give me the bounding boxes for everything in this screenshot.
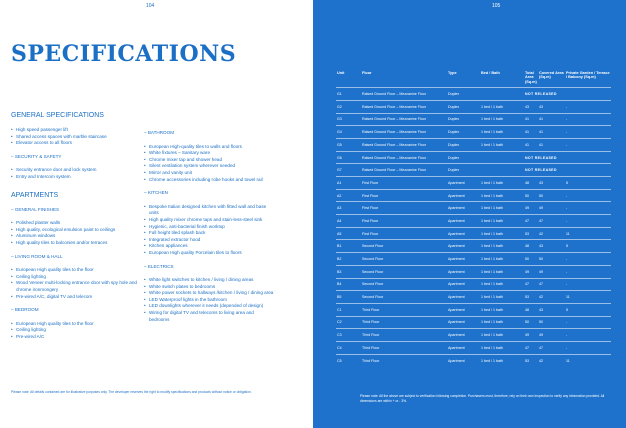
apartments-heading: APARTMENTS	[11, 191, 59, 199]
cell-bed-bath: 1 bed / 1 bath	[480, 227, 524, 240]
header-floor: Floor	[362, 71, 372, 75]
page-number-left: 104	[146, 3, 155, 9]
list-item: • Kitchen appliances	[144, 243, 274, 250]
cell-private-garden: -	[565, 202, 611, 215]
list-item: • White power sockets to hallways /kitchen / living / dining area	[144, 290, 274, 297]
cell-floor: Third Floor	[361, 354, 447, 367]
cell-floor: First Floor	[361, 202, 447, 215]
cell-covered-area: 41	[538, 138, 565, 151]
cell-covered-area: 50	[538, 189, 565, 202]
cell-private-garden: 5	[565, 240, 611, 253]
cell-floor: Raised Ground Floor – Mezzanine Floor	[361, 138, 447, 151]
bedroom-heading: – BEDROOM	[11, 307, 39, 313]
table-row	[336, 189, 611, 202]
cell-type: Apartment	[447, 227, 480, 240]
list-item: • Bespoke Italian designed kitchen with fitted wall and base units	[144, 204, 274, 217]
cell-unit: B4	[336, 278, 361, 291]
cell-type: Apartment	[447, 316, 480, 329]
cell-type: Duplex	[447, 100, 480, 113]
cell-total-area: 49	[524, 202, 538, 215]
cell-private-garden: 5	[565, 177, 611, 190]
cell-private-garden: -	[565, 100, 611, 113]
cell-floor: Second Floor	[361, 278, 447, 291]
list-item: • High speed passenger lift	[11, 127, 137, 134]
list-item: • High quality, ecological emulsion paint to ceilings	[11, 227, 137, 234]
cell-covered-area: 49	[538, 202, 565, 215]
cell-total-area: 50	[524, 253, 538, 266]
cell-floor: Raised Ground Floor – Mezzanine Floor	[361, 151, 447, 164]
cell-covered-area: 41	[538, 126, 565, 139]
units-table-body	[336, 88, 611, 367]
table-row	[336, 215, 611, 228]
cell-floor: Second Floor	[361, 291, 447, 304]
cell-total-area: 53	[524, 354, 538, 367]
cell-total-area: 48	[524, 303, 538, 316]
cell-bed-bath: 1 bed / 1 bath	[480, 189, 524, 202]
list-item: • High quality tiles to balconies and/or terraces	[11, 240, 137, 247]
bathroom-heading: – BATHROOM	[144, 130, 175, 135]
list-item: • Chrome mixer tap and shower head	[144, 157, 274, 164]
cell-unit: A1	[336, 177, 361, 190]
cell-private-garden: -	[565, 189, 611, 202]
cell-unit: G2	[336, 100, 361, 113]
cell-bed-bath: 1 bed / 1 bath	[480, 303, 524, 316]
cell-floor: Second Floor	[361, 265, 447, 278]
list-item: • LED Waterproof lights in the bathroom	[144, 297, 274, 304]
cell-private-garden: -	[565, 126, 611, 139]
cell-bed-bath: 1 bed / 1 bath	[480, 138, 524, 151]
list-item: • High quality mixer chrome taps and stain-less-steel sink	[144, 217, 274, 224]
cell-unit: G6	[336, 151, 361, 164]
table-row	[336, 354, 611, 367]
cell-type: Duplex	[447, 126, 480, 139]
cell-type: Apartment	[447, 303, 480, 316]
list-item: • Hygienic, anti-bacterial finish worktop	[144, 224, 274, 231]
cell-type: Apartment	[447, 202, 480, 215]
list-item: • European High quality tiles to the floor	[11, 267, 137, 274]
cell-unit: B3	[336, 265, 361, 278]
cell-bed-bath	[480, 88, 524, 101]
cell-covered-area: 47	[538, 341, 565, 354]
cell-not-released: NOT RELEASED	[524, 164, 611, 177]
list-item: • Aluminum windows	[11, 233, 137, 240]
table-row	[336, 126, 611, 139]
cell-total-area: 47	[524, 278, 538, 291]
cell-bed-bath: 1 bed / 1 bath	[480, 354, 524, 367]
cell-covered-area: 50	[538, 316, 565, 329]
cell-floor: Third Floor	[361, 329, 447, 342]
table-row	[336, 88, 611, 101]
cell-covered-area: 43	[538, 240, 565, 253]
cell-type: Apartment	[447, 354, 480, 367]
cell-bed-bath: 1 bed / 1 bath	[480, 291, 524, 304]
kitchen-list	[144, 204, 274, 257]
table-row	[336, 341, 611, 354]
table-row	[336, 138, 611, 151]
table-row	[336, 329, 611, 342]
electrics-list	[144, 277, 274, 323]
table-row	[336, 253, 611, 266]
cell-type: Duplex	[447, 113, 480, 126]
cell-private-garden: -	[565, 265, 611, 278]
table-header-row	[336, 71, 611, 88]
list-item: • Wood Veneer multi-locking entrance door with spy hole and chrome ironmongery	[11, 280, 137, 293]
finishes-list	[11, 220, 137, 246]
cell-floor: First Floor	[361, 177, 447, 190]
cell-unit: C2	[336, 316, 361, 329]
list-item: • Entry and Intercom system	[11, 174, 137, 181]
cell-private-garden: -	[565, 253, 611, 266]
cell-unit: A3	[336, 202, 361, 215]
cell-floor: Raised Ground Floor – Mezzanine Floor	[361, 88, 447, 101]
cell-total-area: 48	[524, 177, 538, 190]
cell-total-area: 41	[524, 113, 538, 126]
cell-covered-area: 49	[538, 329, 565, 342]
cell-total-area: 48	[524, 240, 538, 253]
cell-private-garden: -	[565, 138, 611, 151]
table-row	[336, 177, 611, 190]
cell-unit: A5	[336, 227, 361, 240]
cell-private-garden: 11	[565, 354, 611, 367]
cell-private-garden: -	[565, 329, 611, 342]
list-item: • Full height tiled splash back	[144, 230, 274, 237]
cell-floor: Raised Ground Floor – Mezzanine Floor	[361, 126, 447, 139]
list-item: • Mirror and vanity unit	[144, 170, 274, 177]
list-item: • Wiring for digital TV and telecoms to living area and bedrooms	[144, 310, 274, 323]
table-row	[336, 100, 611, 113]
cell-type: Apartment	[447, 329, 480, 342]
cell-floor: Third Floor	[361, 303, 447, 316]
cell-covered-area: 43	[538, 100, 565, 113]
list-item: • Integrated extractor hood	[144, 237, 274, 244]
cell-floor: Raised Ground Floor – Mezzanine Floor	[361, 164, 447, 177]
cell-unit: A4	[336, 215, 361, 228]
cell-floor: Third Floor	[361, 341, 447, 354]
cell-total-area: 53	[524, 227, 538, 240]
table-row	[336, 227, 611, 240]
bedroom-list	[11, 321, 137, 341]
disclaimer-left: Please note: All details contained are for illustrative purposes only. The developer reserves the right to modify specifications and products without notice or obligation.	[11, 390, 252, 394]
cell-covered-area: 47	[538, 215, 565, 228]
table-row	[336, 164, 611, 177]
cell-unit: A2	[336, 189, 361, 202]
cell-private-garden: 11	[565, 227, 611, 240]
table-row	[336, 202, 611, 215]
cell-type: Duplex	[447, 88, 480, 101]
general-specifications-heading: GENERAL SPECIFICATIONS	[11, 112, 104, 119]
cell-total-area: 41	[524, 126, 538, 139]
specs-column-left	[11, 111, 137, 343]
cell-bed-bath: 1 bed / 1 bath	[480, 278, 524, 291]
cell-covered-area: 42	[538, 291, 565, 304]
cell-floor: First Floor	[361, 215, 447, 228]
disclaimer-right: Please note: All the above are subject to verification following completion. Purchasers must, therefore, rely on their own inspection to verify any information provided. All dimensions are within + or - 3%.	[360, 394, 605, 403]
cell-floor: First Floor	[361, 189, 447, 202]
list-item: • European High quality Porcelain tiles to floors	[144, 250, 274, 257]
units-page	[313, 0, 626, 428]
cell-type: Apartment	[447, 240, 480, 253]
cell-floor: Raised Ground Floor – Mezzanine Floor	[361, 100, 447, 113]
header-covered-area: Covered Area (Sq.m)	[539, 71, 564, 80]
list-item: • Pre-wired A/C, digital TV and telecom	[11, 294, 137, 301]
cell-unit: G3	[336, 113, 361, 126]
cell-type: Apartment	[447, 341, 480, 354]
cell-unit: C1	[336, 303, 361, 316]
table-row	[336, 278, 611, 291]
cell-private-garden: 5	[565, 303, 611, 316]
units-table	[336, 71, 611, 367]
list-item: • Pre-wired A/C	[11, 334, 137, 341]
cell-total-area: 49	[524, 265, 538, 278]
cell-unit: C5	[336, 354, 361, 367]
electrics-heading: – ELECTRICS	[144, 263, 174, 269]
cell-type: Apartment	[447, 278, 480, 291]
table-row	[336, 265, 611, 278]
cell-total-area: 41	[524, 138, 538, 151]
cell-unit: C4	[336, 341, 361, 354]
list-item: • Ceiling lighting	[11, 327, 137, 334]
list-item: • Silent ventilation system wherever needed	[144, 163, 274, 170]
list-item: • Chrome accessories including robe hooks and towel rail	[144, 177, 274, 184]
cell-floor: Second Floor	[361, 240, 447, 253]
list-item: • European High quality tiles to the floor	[11, 321, 137, 328]
cell-unit: G5	[336, 138, 361, 151]
cell-bed-bath: 1 bed / 1 bath	[480, 177, 524, 190]
cell-private-garden: -	[565, 341, 611, 354]
cell-not-released: NOT RELEASED	[524, 88, 611, 101]
security-list	[11, 167, 137, 180]
cell-type: Apartment	[447, 291, 480, 304]
cell-bed-bath	[480, 164, 524, 177]
header-unit: Unit	[337, 71, 345, 75]
cell-floor: Third Floor	[361, 316, 447, 329]
cell-total-area: 47	[524, 215, 538, 228]
cell-bed-bath: 1 bed / 1 bath	[480, 240, 524, 253]
cell-floor: Second Floor	[361, 253, 447, 266]
cell-not-released: NOT RELEASED	[524, 151, 611, 164]
table-row	[336, 240, 611, 253]
list-item: • White light switches to kitchen / living / dining areas	[144, 277, 274, 284]
table-row	[336, 113, 611, 126]
kitchen-heading: – KITCHEN	[144, 190, 168, 196]
cell-unit: B1	[336, 240, 361, 253]
list-item: • Ceiling lighting	[11, 274, 137, 281]
list-item: • Security entrance door and lock system	[11, 167, 137, 174]
list-item: • LED downlights wherever it needs (depended of design)	[144, 303, 274, 310]
finishes-heading: – GENERAL FINISHES	[11, 206, 60, 212]
cell-covered-area: 41	[538, 113, 565, 126]
cell-bed-bath: 1 bed / 1 bath	[480, 113, 524, 126]
cell-private-garden: -	[565, 215, 611, 228]
page-title: SPECIFICATIONS	[11, 41, 237, 67]
cell-floor: First Floor	[361, 227, 447, 240]
cell-bed-bath: 1 bed / 1 bath	[480, 126, 524, 139]
cell-covered-area: 47	[538, 278, 565, 291]
cell-total-area: 47	[524, 341, 538, 354]
cell-total-area: 53	[524, 291, 538, 304]
cell-unit: B2	[336, 253, 361, 266]
cell-private-garden: 11	[565, 291, 611, 304]
cell-type: Apartment	[447, 265, 480, 278]
general-list	[11, 127, 137, 147]
cell-floor: Raised Ground Floor – Mezzanine Floor	[361, 113, 447, 126]
table-row	[336, 291, 611, 304]
table-row	[336, 316, 611, 329]
cell-bed-bath: 1 bed / 1 bath	[480, 100, 524, 113]
cell-type: Duplex	[447, 151, 480, 164]
table-row	[336, 303, 611, 316]
cell-covered-area: 50	[538, 253, 565, 266]
cell-covered-area: 43	[538, 303, 565, 316]
cell-total-area: 49	[524, 329, 538, 342]
cell-type: Apartment	[447, 215, 480, 228]
cell-bed-bath: 1 bed / 1 bath	[480, 341, 524, 354]
cell-private-garden: -	[565, 278, 611, 291]
table-row	[336, 151, 611, 164]
cell-covered-area: 43	[538, 177, 565, 190]
cell-type: Apartment	[447, 253, 480, 266]
cell-bed-bath: 1 bed / 1 bath	[480, 265, 524, 278]
cell-type: Duplex	[447, 138, 480, 151]
list-item: • White switch plates to bedrooms	[144, 284, 274, 291]
cell-unit: C3	[336, 329, 361, 342]
list-item: • Shared access spaces with marble staircase	[11, 134, 137, 141]
cell-bed-bath: 1 bed / 1 bath	[480, 253, 524, 266]
header-private-garden: Private Garden / Terrace / Balcony (Sq.m)	[566, 71, 610, 80]
list-item: • Polished plaster walls	[11, 220, 137, 227]
header-total-area: Total Area (Sq.m)	[525, 71, 537, 84]
cell-unit: B5	[336, 291, 361, 304]
cell-type: Apartment	[447, 189, 480, 202]
cell-unit: G7	[336, 164, 361, 177]
cell-private-garden: -	[565, 113, 611, 126]
cell-total-area: 50	[524, 189, 538, 202]
cell-covered-area: 42	[538, 227, 565, 240]
list-item: • European High-quality tiles to walls and floors	[144, 144, 274, 151]
security-heading: – SECURITY & SAFETY	[11, 153, 62, 159]
cell-private-garden: -	[565, 316, 611, 329]
cell-covered-area: 42	[538, 354, 565, 367]
cell-bed-bath: 1 bed / 1 bath	[480, 202, 524, 215]
living-heading: – LIVING ROOM & HALL	[11, 253, 63, 259]
cell-type: Duplex	[447, 164, 480, 177]
page-number-right: 105	[492, 3, 501, 9]
cell-covered-area: 49	[538, 265, 565, 278]
cell-bed-bath: 1 bed / 1 bath	[480, 215, 524, 228]
cell-total-area: 50	[524, 316, 538, 329]
bathroom-list	[144, 144, 274, 184]
cell-type: Apartment	[447, 177, 480, 190]
living-list	[11, 267, 137, 300]
cell-unit: G4	[336, 126, 361, 139]
specs-column-right	[144, 130, 274, 326]
cell-unit: G1	[336, 88, 361, 101]
list-item: • White fixtures – Sanitary ware	[144, 150, 274, 157]
cell-bed-bath	[480, 151, 524, 164]
cell-total-area: 43	[524, 100, 538, 113]
cell-bed-bath: 1 bed / 1 bath	[480, 329, 524, 342]
header-type: Type	[448, 71, 457, 75]
cell-bed-bath: 1 bed / 1 bath	[480, 316, 524, 329]
list-item: • Elevator access to all floors	[11, 140, 137, 147]
header-bed-bath: Bed / Bath	[481, 71, 500, 75]
